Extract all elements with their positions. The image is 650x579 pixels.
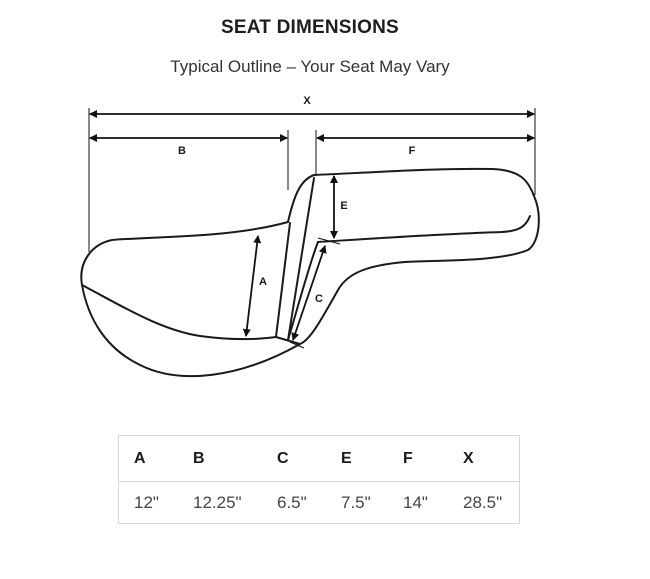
dimension-a-line: [246, 236, 258, 336]
table-value-b: 12.25": [193, 493, 242, 512]
seat-outline: [81, 169, 538, 376]
table-header-b: B: [193, 449, 205, 467]
table-header-e: E: [341, 449, 352, 467]
table-header-row: [119, 436, 519, 482]
table-value-a: 12": [134, 493, 159, 512]
page-title: SEAT DIMENSIONS: [221, 17, 399, 38]
dimension-x-label: X: [303, 95, 311, 107]
table-header-f: F: [403, 449, 413, 467]
table-header-c: C: [277, 449, 289, 467]
dimensions-table: [118, 435, 520, 524]
dimension-f-label: F: [408, 145, 416, 157]
table-value-row: [119, 482, 519, 524]
table-value-c: 6.5": [277, 493, 307, 512]
dimension-a-label: A: [259, 276, 267, 288]
table-header-x: X: [463, 449, 474, 467]
table-value-f: 14": [403, 493, 428, 512]
dimension-c-label: C: [315, 293, 323, 305]
table-header-a: A: [134, 449, 146, 467]
dimension-b-label: B: [178, 145, 186, 157]
extension-lines: [89, 108, 535, 252]
page-subtitle: Typical Outline – Your Seat May Vary: [170, 57, 450, 76]
table-value-e: 7.5": [341, 493, 371, 512]
dimension-e-label: E: [340, 200, 348, 212]
table-value-x: 28.5": [463, 493, 503, 512]
